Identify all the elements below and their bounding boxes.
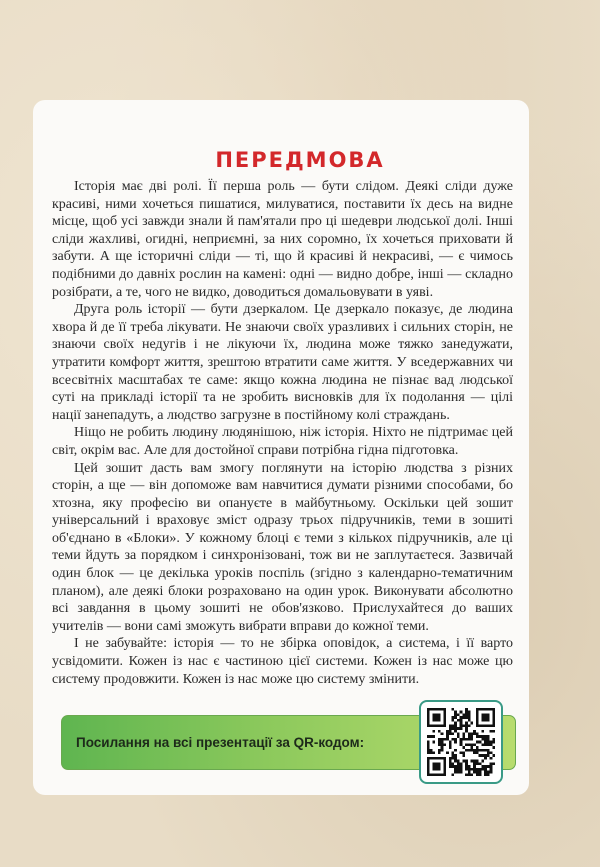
qr-code-icon[interactable] <box>419 700 503 784</box>
banner-label: Посилання на всі презентації за QR-кодом: <box>76 735 365 750</box>
paragraph: Цей зошит дасть вам змогу поглянути на історію людства з різних сторін, а ще — він допоможе вам навчитися думати різними способами, бо хтозна, яку професію ви опануєте в майбутньому. Оскільки цей зошит універсальний і враховує зміст одразу трьох підручників, теми в зошиті об'єднано в «Блоки». У кожному блоці є теми з кількох підручників, але ці теми йдуть за порядком і синхронізовані, тож ви не заплутаєтеся. Зазвичай один блок — це декілька уроків поспіль (згідно з календарно-тематичним планом), але деякі блоки розраховано на один урок. Виконувати абсолютно всі завдання в цьому зошиті не обов'язково. Прислухайтеся до ваших учителів — вони самі зможуть вибрати вправи до кожної теми. <box>52 460 513 634</box>
paragraph: І не забувайте: історія — то не збірка оповідок, а система, і її варто усвідомити. Кожен із нас є частиною цієї системи. Кожен із нас може цю систему продовжити. Кожен із нас може цю систему змінити. <box>52 636 513 687</box>
paragraph: Ніщо не робить людину людянішою, ніж історія. Ніхто не підтримає цей світ, окрім вас. Але для достойної справи потрібна гідна підготовка. <box>52 425 513 458</box>
preface-body <box>52 178 513 688</box>
qr-code-graphic <box>427 708 495 776</box>
paragraph: Друга роль історії — бути дзеркалом. Це дзеркало показує, де людина хвора й де її треба лікувати. Не знаючи своїх уразливих і сильних сторін, не знаючи своїх недугів і не лікуючи їх, людина може тяжко занедужати, утратити комфорт життя, зрештою втратити саме життя. У вседержавних чи всесвітніх масштабах те саме: якщо кожна людина не пізнає вад людської суті на прикладі історії та не зробить висновків для їх подолання — цілі нації занепадуть, а людство загрузне в постійному колі страждань. <box>52 302 513 423</box>
page-title: ПЕРЕДМОВА <box>215 148 385 172</box>
paragraph: Історія має дві ролі. Її перша роль — бути слідом. Деякі сліди дуже красиві, ними хочеться пишатися, милуватися, поставити їх десь на видне місце, щоб усі завжди знали й пам'ятали про ці шедеври людської долі. Інші сліди жахливі, огидні, неприємні, за них соромно, їх хочеться приховати й забути. А ще історичні сліди — ті, що й красиві й некрасиві, — є чимось подібними до давніх рослин на камені: одні — видно добре, інші — складно розібрати, а те, чого не видко, доводиться домальовувати в уяві. <box>52 179 513 300</box>
qr-modules <box>427 708 495 776</box>
